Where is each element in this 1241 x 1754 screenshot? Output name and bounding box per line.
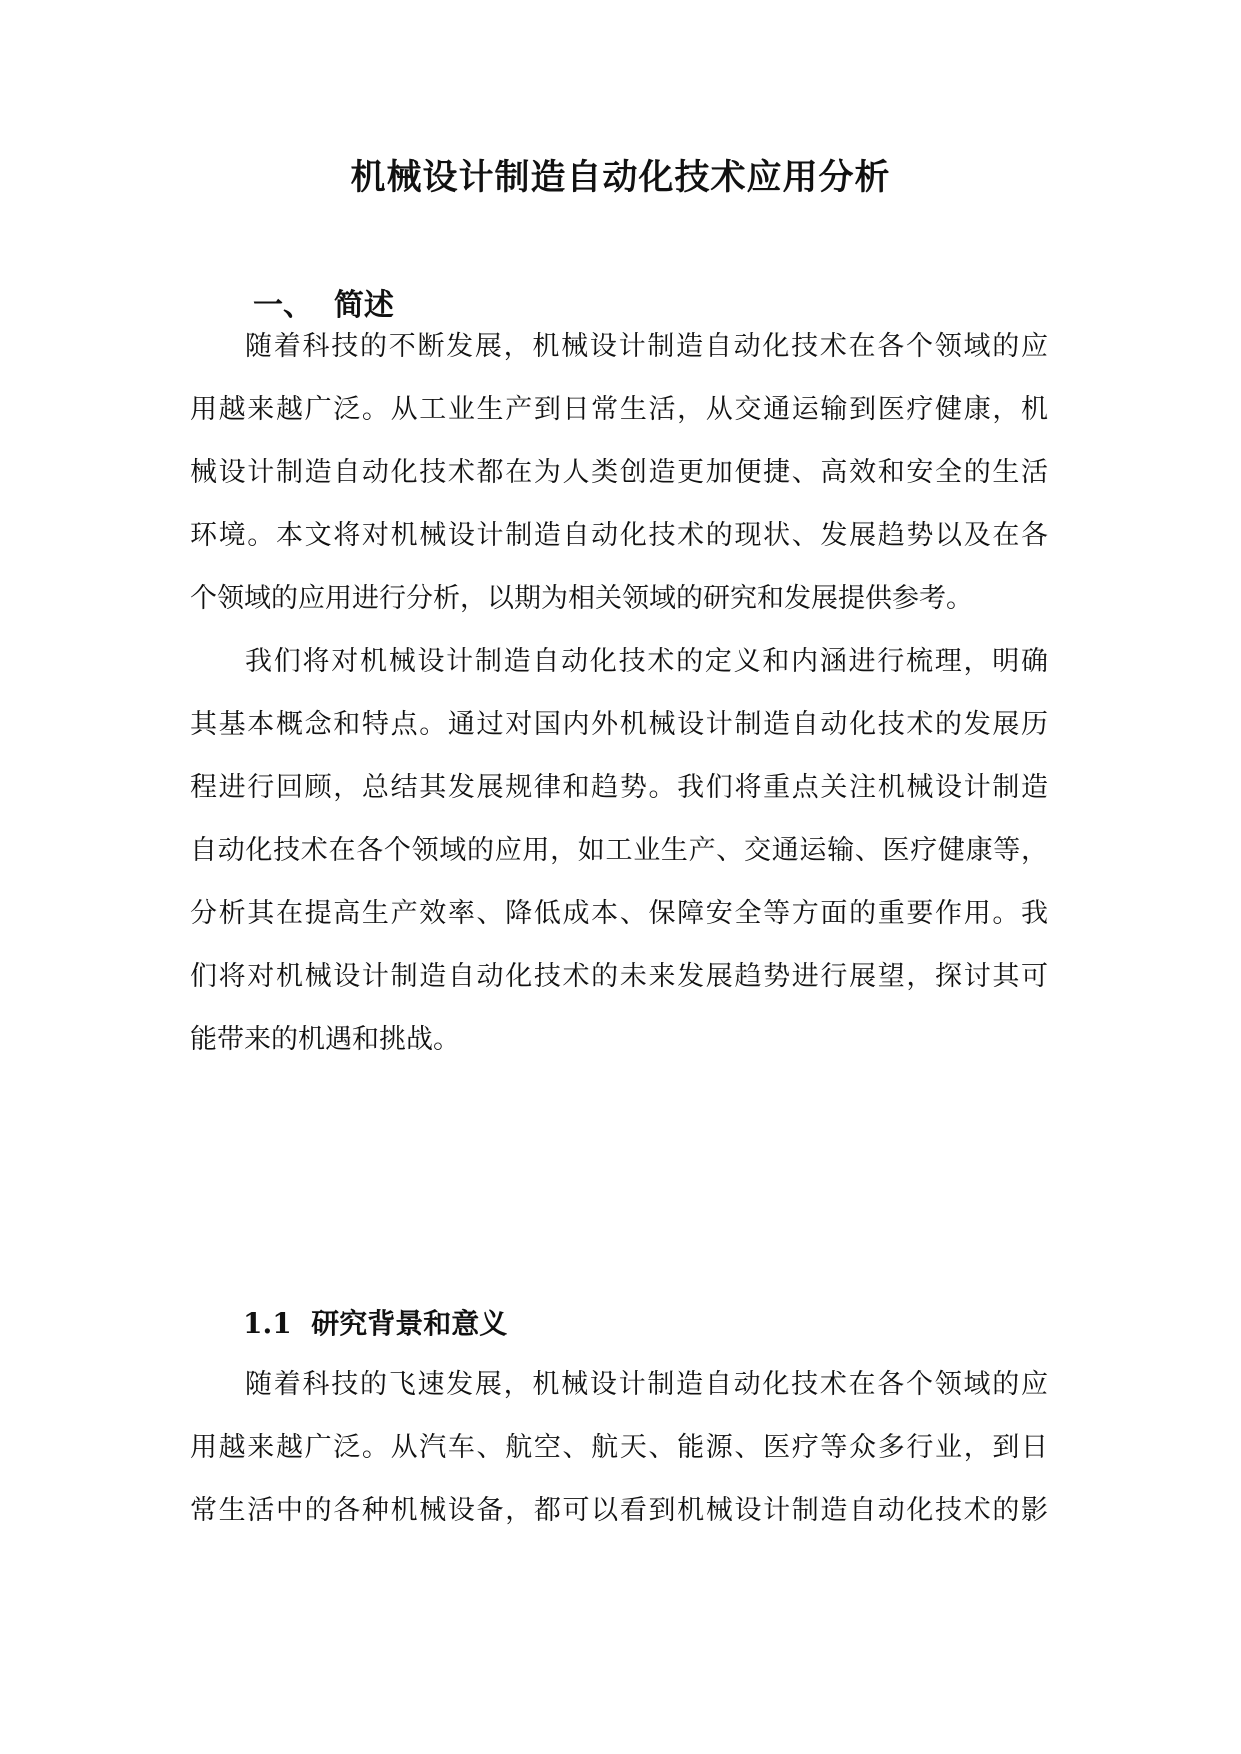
document-title: 机械设计制造自动化技术应用分析 — [350, 157, 891, 198]
paragraph-line: 常生活中的各种机械设备，都可以看到机械设计制造自动化技术的影 — [190, 1495, 1048, 1526]
subsection-heading: 1.1 研究背景和意义 — [243, 1307, 508, 1340]
paragraph-line: 自动化技术在各个领域的应用，如工业生产、交通运输、医疗健康等， — [190, 835, 1048, 866]
paragraph-line: 能带来的机遇和挑战。 — [190, 1024, 460, 1055]
paragraph-line: 环境。本文将对机械设计制造自动化技术的现状、发展趋势以及在各 — [190, 520, 1048, 551]
paragraph-line: 随着科技的不断发展，机械设计制造自动化技术在各个领域的应 — [245, 331, 1048, 362]
paragraph-line: 随着科技的飞速发展，机械设计制造自动化技术在各个领域的应 — [245, 1369, 1048, 1400]
paragraph-line: 程进行回顾，总结其发展规律和趋势。我们将重点关注机械设计制造 — [190, 772, 1048, 803]
paragraph-line: 我们将对机械设计制造自动化技术的定义和内涵进行梳理，明确 — [245, 646, 1048, 677]
paragraph-line: 们将对机械设计制造自动化技术的未来发展趋势进行展望，探讨其可 — [190, 961, 1048, 992]
paragraph-line: 分析其在提高生产效率、降低成本、保障安全等方面的重要作用。我 — [190, 898, 1048, 929]
paragraph-line: 用越来越广泛。从汽车、航空、航天、能源、医疗等众多行业，到日 — [190, 1432, 1048, 1463]
section-heading: 一、 简述 — [253, 288, 394, 323]
paragraph-line: 用越来越广泛。从工业生产到日常生活，从交通运输到医疗健康，机 — [190, 394, 1048, 425]
paragraph-line: 械设计制造自动化技术都在为人类创造更加便捷、高效和安全的生活 — [190, 457, 1048, 488]
paragraph-line: 其基本概念和特点。通过对国内外机械设计制造自动化技术的发展历 — [190, 709, 1048, 740]
paragraph-line: 个领域的应用进行分析，以期为相关领域的研究和发展提供参考。 — [190, 583, 973, 614]
